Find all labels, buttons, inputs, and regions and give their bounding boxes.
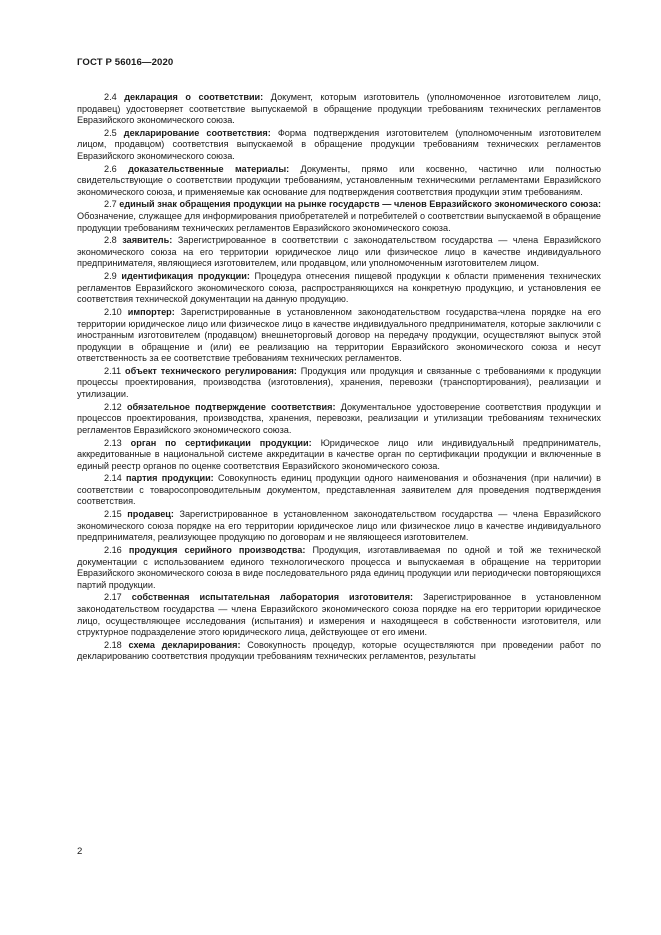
term: заявитель: — [122, 235, 173, 246]
clause-number: 2.10 — [104, 306, 122, 317]
definitions-section — [77, 92, 601, 664]
definition-paragraph — [77, 545, 601, 591]
clause-number: 2.6 — [104, 163, 117, 174]
document-code-header: ГОСТ Р 56016—2020 — [77, 57, 174, 68]
clause-number: 2.7 — [104, 199, 117, 210]
term: импортер: — [127, 306, 175, 317]
clause-number: 2.11 — [104, 365, 122, 376]
definition-text: Документы, прямо или косвенно, частично или полностью свидетельствующие о соответствии продукции требованиям, установленным техническими регламентами Евразийского экономического союза, и применяемые как основание для подтверждения соответствия продукции этим требованиям. — [77, 163, 601, 197]
definition-paragraph — [77, 235, 601, 270]
clause-number: 2.12 — [104, 401, 122, 412]
definition-paragraph — [77, 366, 601, 401]
definition-text: Продукция или продукция и связанные с требованиями к продукции процессы проектирования, производства (изготовления), хранения, перевозки (транспортирования), реализации и утилизации. — [77, 365, 601, 399]
term: декларирование соответствия: — [123, 127, 271, 138]
term: единый знак обращения продукции на рынке государств — членов Евразийского экономического союза: — [119, 199, 601, 210]
term: обязательное подтверждение соответствия: — [126, 401, 336, 412]
term: собственная испытательная лаборатория изготовителя: — [131, 592, 414, 603]
definition-paragraph — [77, 509, 601, 544]
definition-paragraph — [77, 164, 601, 199]
clause-number: 2.15 — [104, 509, 122, 520]
term: продавец: — [127, 509, 174, 520]
definition-text: Зарегистрированные в установленном законодательством государства-члена порядке на его территории юридическое лицо или физическое лицо в качестве индивидуального предпринимателя, которые заключили с иностранным изготовителем (продавцом) внешнеторговый договор на передачу продукции, осуществляют выпуск этой продукции в обращение и (или) ее реализацию на территории Евразийского экономического союза и несут ответственность за ее соответствие требованиям технических регламентов. — [77, 306, 601, 364]
definition-text: Обозначение, служащее для информирования приобретателей и потребителей о соответствии выпускаемой в обращение продукции требованиям технических регламентов Евразийского экономического союза. — [77, 211, 601, 233]
definition-paragraph — [77, 199, 601, 234]
term: объект технического регулирования: — [125, 365, 297, 376]
clause-number: 2.5 — [104, 127, 117, 138]
term: партия продукции: — [126, 473, 214, 484]
definition-text: Зарегистрированное в соответствии с законодательством государства — члена Евразийского экономического союза на его территории юридическое лицо или физическое лицо в качестве индивидуального предпринимателя, являющиеся изготовителем, или продавцом, или уполномоченным изготовителем лицом. — [77, 235, 601, 269]
definition-paragraph — [77, 402, 601, 437]
term: идентификация продукции: — [121, 271, 250, 282]
definition-text: Совокупность единиц продукции одного наименования и обозначения (при наличии) в соответствии с товаросопроводительным документом, представленная заявителем для проведения подтверждения соответствия. — [77, 473, 601, 507]
clause-number: 2.16 — [104, 545, 122, 556]
clause-number: 2.17 — [104, 592, 122, 603]
clause-number: 2.8 — [104, 235, 117, 246]
definition-text: Зарегистрированное в установленном законодательством государства — члена Евразийского экономического союза порядке на его территории юридическое лицо, осуществляющее исследования (испытания) и измерения и находящееся в собственности изготовителя, или структурное подразделение этого юридического лица, действующее от его имени. — [77, 592, 601, 638]
page-number: 2 — [77, 846, 83, 857]
definition-paragraph — [77, 307, 601, 365]
definition-text: Зарегистрированное в установленном законодательством государства — члена Евразийского экономического союза порядке на его территории юридическое лицо или физическое лицо в качестве индивидуального предпринимателя, реализующее продукцию по договорам и не являющееся изготовителем. — [77, 509, 601, 543]
definition-paragraph — [77, 271, 601, 306]
definition-text: Документ, которым изготовитель (уполномоченное изготовителем лицо, продавец) удостоверяет соответствие выпускаемой в обращение продукции требованиям технических регламентов Евразийского экономического союза. — [77, 92, 602, 126]
clause-number: 2.13 — [104, 437, 122, 448]
clause-number: 2.14 — [104, 473, 122, 484]
definition-paragraph — [77, 592, 601, 638]
term: доказательственные материалы: — [128, 163, 290, 174]
definition-paragraph — [77, 438, 601, 473]
definition-text: Форма подтверждения изготовителем (уполномоченным изготовителем лицом, продавцом) соответствия выпускаемой в обращение продукции требованиям технических регламентов Евразийского экономического союза. — [77, 127, 601, 161]
definition-paragraph — [77, 128, 601, 163]
term: орган по сертификации продукции: — [130, 437, 312, 448]
definition-text: Процедура отнесения пищевой продукции к области применения технических регламентов Евразийского экономического союза, распространяющихся на конкретную продукцию, и установления ее соответствия технической документации на данную продукцию. — [77, 271, 601, 305]
definition-text: Продукция, изготавливаемая по одной и той же технической документации с использованием единого технологического процесса и выпускаемая в обращение на территории Евразийского экономического союза в виде последовательного ряда единиц продукции или периодически повторяющихся партий продукции. — [77, 545, 601, 590]
definition-text: Совокупность процедур, которые осуществляются при проведении работ по декларированию соответствия продукции требованиям технических регламентов, результаты — [77, 639, 601, 662]
clause-number: 2.4 — [104, 92, 117, 102]
clause-number: 2.18 — [104, 639, 122, 650]
term: декларация о соответствии: — [124, 92, 264, 102]
term: продукция серийного производства: — [128, 545, 306, 556]
definition-paragraph — [77, 92, 601, 127]
definition-text: Юридическое лицо или индивидуальный предприниматель, аккредитованные в национальной системе аккредитации в качестве орган по сертификации продукции и включенные в единый реестр органов по оценке соответствия Евразийского экономического союза. — [77, 437, 601, 471]
clause-number: 2.9 — [104, 271, 117, 282]
term: схема декларирования: — [128, 639, 241, 650]
definition-paragraph — [77, 640, 601, 663]
definition-paragraph — [77, 473, 601, 508]
definition-text: Документальное удостоверение соответствия продукции и процессов проектирования, производства, хранения, перевозки, реализации и утилизации требованиям технических регламентов Евразийского экономического союза. — [77, 401, 601, 435]
